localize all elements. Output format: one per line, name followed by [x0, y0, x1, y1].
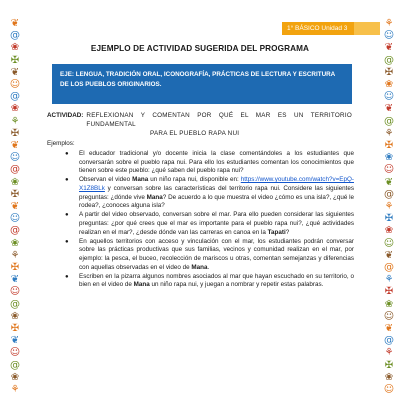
totem-icon: ✠: [384, 359, 394, 371]
bird-icon: ❦: [384, 249, 394, 261]
mask-icon: ☺: [383, 164, 395, 176]
unit-badge-tail: [354, 22, 380, 35]
axis-banner: [52, 64, 352, 104]
mask-icon: ☺: [383, 30, 395, 42]
fish-icon: ❀: [10, 42, 20, 54]
bird-icon: ❦: [10, 18, 20, 29]
item-text: ? De acuerdo a lo que muestra el video ¿cómo es una isla?, ¿qué le rodea?, ¿conoces alguna isla?: [79, 193, 355, 210]
totem-icon: ✠: [10, 323, 20, 334]
list-item: [60, 150, 354, 176]
bird-icon: ❦: [10, 66, 20, 78]
spiral-icon: @: [10, 91, 20, 103]
llama-icon: ⚘: [384, 347, 394, 359]
llama-icon: ⚘: [384, 127, 394, 139]
fish-icon: ❀: [10, 176, 20, 188]
list-item: [60, 238, 354, 272]
activity-section: [47, 111, 352, 138]
activity-text-line1: REFLEXIONAN Y COMENTAN POR QUÉ EL MAR ES UN TERRITORIO FUNDAMENTAL: [86, 112, 352, 128]
totem-icon: ✠: [10, 127, 20, 139]
mask-icon: ☺: [9, 79, 21, 90]
item-bold-text: Mana: [133, 281, 150, 289]
spiral-icon: @: [10, 359, 20, 371]
examples-list: [60, 150, 354, 290]
item-text: A partir del video observado, conversan sobre el mar. Para ello pueden considerar las siguientes preguntas: ¿por qué crees que el mar es importante para el pueblo rapa nui?, ¿qué actividades realizan en el mar?, ¿desde dónde van las carreras en canoa en la: [79, 211, 354, 236]
spiral-icon: @: [384, 188, 394, 200]
bird-icon: ❦: [384, 176, 394, 188]
bird-icon: ❦: [10, 201, 20, 212]
item-bold-text: Tapati: [267, 228, 286, 236]
totem-icon: ✠: [10, 188, 20, 200]
spiral-icon: @: [384, 115, 394, 127]
spiral-icon: @: [384, 54, 394, 66]
item-text: ?: [285, 228, 290, 236]
fish-icon: ❀: [384, 152, 394, 164]
bird-icon: ❦: [10, 335, 20, 347]
totem-icon: ✠: [384, 213, 394, 225]
llama-icon: ⚘: [384, 201, 394, 212]
bird-icon: ❦: [384, 42, 394, 54]
item-text: En aquellos territorios con acceso y vinculación con el mar, los estudiantes podrán conversar sobre las prácticas productivas que sus familias, vecinos y comunidad realizan en el mar, por ejemplo: la pesca, el buceo, recolección de mariscos u otras, comentan semejanzas y diferencias con aquellas observadas en el video de: [79, 237, 354, 271]
list-item: [60, 273, 354, 290]
list-item: [60, 176, 354, 210]
item-text: Observan el video: [79, 176, 133, 184]
item-text: un niño rapa nui, disponible en:: [148, 176, 241, 184]
bird-icon: ❦: [10, 140, 20, 151]
item-text: y conversan sobre las características del territorio rapa nui. Considere las siguientes preguntas: ¿dónde vive: [79, 184, 354, 201]
mask-icon: ☺: [9, 152, 21, 164]
spiral-icon: @: [10, 30, 20, 42]
fish-icon: ❀: [384, 371, 394, 383]
fish-icon: ❀: [10, 103, 20, 115]
fish-icon: ❀: [10, 310, 20, 322]
fish-icon: ❀: [10, 371, 20, 383]
spiral-icon: @: [10, 225, 20, 237]
bird-icon: ❦: [384, 323, 394, 334]
bullet-icon: ●: [65, 177, 69, 184]
mask-icon: ☺: [9, 286, 21, 298]
bird-icon: ❦: [10, 274, 20, 286]
list-item: [60, 211, 354, 237]
totem-icon: ✠: [10, 262, 20, 273]
totem-icon: ✠: [10, 54, 20, 66]
mask-icon: ☺: [383, 237, 395, 249]
bullet-icon: ●: [65, 151, 69, 157]
fish-icon: ❀: [384, 225, 394, 237]
fish-icon: ❀: [384, 79, 394, 90]
llama-icon: ⚘: [10, 249, 20, 261]
unit-badge: 1° BÁSICO Unidad 3: [282, 22, 354, 35]
fish-icon: ❀: [10, 237, 20, 249]
spiral-icon: @: [384, 262, 394, 273]
item-bold-text: Mana: [191, 263, 208, 271]
spiral-icon: @: [10, 164, 20, 176]
item-bold-text: Mana: [146, 193, 163, 201]
activity-label: ACTIVIDAD:: [47, 112, 84, 119]
mask-icon: ☺: [383, 91, 395, 103]
item-bold-text: Mana: [132, 176, 149, 184]
bullet-icon: ●: [65, 238, 69, 245]
video-link[interactable]: https://www.youtube.com/watch?v=EpQ-X1Z8BLk: [79, 176, 354, 192]
fish-icon: ❀: [384, 298, 394, 310]
examples-label: Ejemplos:: [47, 140, 75, 147]
spiral-icon: @: [384, 335, 394, 347]
totem-icon: ✠: [384, 66, 394, 78]
bullet-icon: ●: [65, 212, 69, 219]
item-text: El educador tradicional y/o docente inicia la clase comentándoles a los estudiantes que conversarán sobre el pueblo rapa nui. Para ello los estudiantes comentan los conocimientos que tienen sobre este pueblo: ¿qué saben del pueblo rapa nui?: [79, 150, 354, 175]
llama-icon: ⚘: [384, 18, 394, 29]
llama-icon: ⚘: [384, 274, 394, 286]
llama-icon: ⚘: [10, 115, 20, 127]
spiral-icon: @: [10, 298, 20, 310]
item-text: un niño rapa nui, y juegan a nombrar y repetir estas palabras.: [149, 281, 324, 289]
bird-icon: ❦: [384, 103, 394, 115]
totem-icon: ✠: [384, 140, 394, 151]
mask-icon: ☺: [383, 310, 395, 322]
llama-icon: ⚘: [10, 384, 20, 395]
totem-icon: ✠: [384, 286, 394, 298]
item-text: .: [207, 263, 210, 271]
mask-icon: ☺: [383, 384, 395, 395]
item-text: Escriben en la pizarra algunos nombres asociados al mar que hayan escuchado en su territorio, o bien en el video de: [79, 272, 354, 289]
mask-icon: ☺: [9, 347, 21, 359]
left-decorative-border: [7, 18, 23, 398]
axis-banner-text: EJE: LENGUA, TRADICIÓN ORAL, ICONOGRAFÍA, PRÁCTICAS DE LECTURA Y ESCRITURA DE LOS PUEBLOS ORIGINARIOS.: [60, 71, 335, 88]
bullet-icon: ●: [65, 273, 69, 280]
activity-text-line2: PARA EL PUEBLO RAPA NUI: [150, 130, 240, 137]
mask-icon: ☺: [9, 213, 21, 225]
right-decorative-border: [381, 18, 397, 398]
page-title: EJEMPLO DE ACTIVIDAD SUGERIDA DEL PROGRAMA: [90, 44, 310, 53]
